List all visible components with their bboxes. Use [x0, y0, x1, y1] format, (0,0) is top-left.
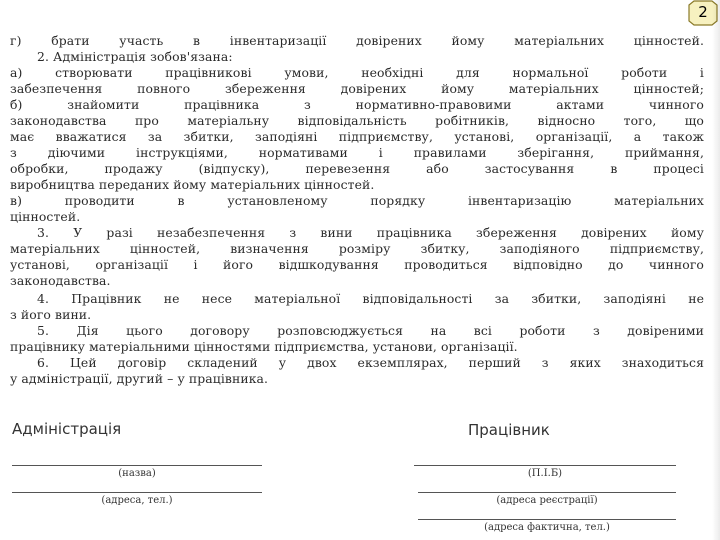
signature-line — [418, 492, 676, 493]
body-line: законодавства про матеріальну відповідальність робітників, відносно того, що — [10, 113, 704, 128]
body-line: обробки, продажу (відпуску), перевезення або застосування в процесі — [10, 161, 704, 176]
body-line: забезпечення повного збереження довірених йому матеріальних цінностей; — [10, 81, 704, 96]
body-line: 4. Працівник не несе матеріальної відповідальності за збитки, заподіяні не — [37, 291, 704, 306]
body-line: установі, організації і його відшкодування проводиться відповідно до чинного — [10, 257, 704, 272]
body-line: 5. Дія цього договору розповсюджується на всі роботи з довіреними — [37, 323, 704, 338]
signature-line — [12, 465, 262, 466]
body-line: в) проводити в установленому порядку інвентаризацію матеріальних — [10, 193, 704, 208]
signature-line — [418, 519, 676, 520]
body-line: у адміністрації, другий – у працівника. — [10, 371, 269, 386]
administration-heading: Адміністрація — [12, 420, 122, 438]
body-line: з його вини. — [10, 307, 92, 322]
body-line: г) брати участь в інвентаризації довірених йому матеріальних цінностей. — [10, 33, 704, 48]
caption-registration-address: (адреса реєстрації) — [496, 495, 598, 506]
scan-edge-shadow — [712, 0, 720, 540]
body-line: законодавства. — [10, 273, 111, 288]
caption-full-name: (П.І.Б) — [527, 468, 563, 479]
caption-name: (назва) — [118, 468, 156, 479]
body-line: 6. Цей договір складений у двох екземплярах, перший з яких знаходиться — [37, 355, 704, 370]
body-line: б) знайомити працівника з нормативно-правовими актами чинного — [10, 97, 704, 112]
body-line: 3. У разі незабезпечення з вини працівника збереження довірених йому — [37, 225, 704, 240]
caption-address-phone: (адреса, тел.) — [101, 495, 173, 506]
page-number: 2 — [698, 3, 708, 21]
body-line: а) створювати працівникові умови, необхідні для нормальної роботи і — [10, 65, 704, 80]
body-line: цінностей. — [10, 209, 81, 224]
signature-line — [12, 492, 262, 493]
body-line: виробництва переданих йому матеріальних цінностей. — [10, 177, 375, 192]
body-line: 2. Адміністрація зобов'язана: — [37, 49, 233, 64]
body-line: має вважатися за збитки, заподіяні підприємству, установі, організації, а також — [10, 129, 704, 144]
body-line: матеріальних цінностей, визначення розміру збитку, заподіяного підприємству, — [10, 241, 704, 256]
caption-actual-address: (адреса фактична, тел.) — [484, 522, 610, 533]
body-line: з діючими інструкціями, нормативами і правилами зберігання, приймання, — [10, 145, 704, 160]
employee-heading: Працівник — [468, 421, 550, 439]
body-line: працівнику матеріальними цінностями підприємства, установи, організації. — [10, 339, 518, 354]
signature-line — [414, 465, 676, 466]
